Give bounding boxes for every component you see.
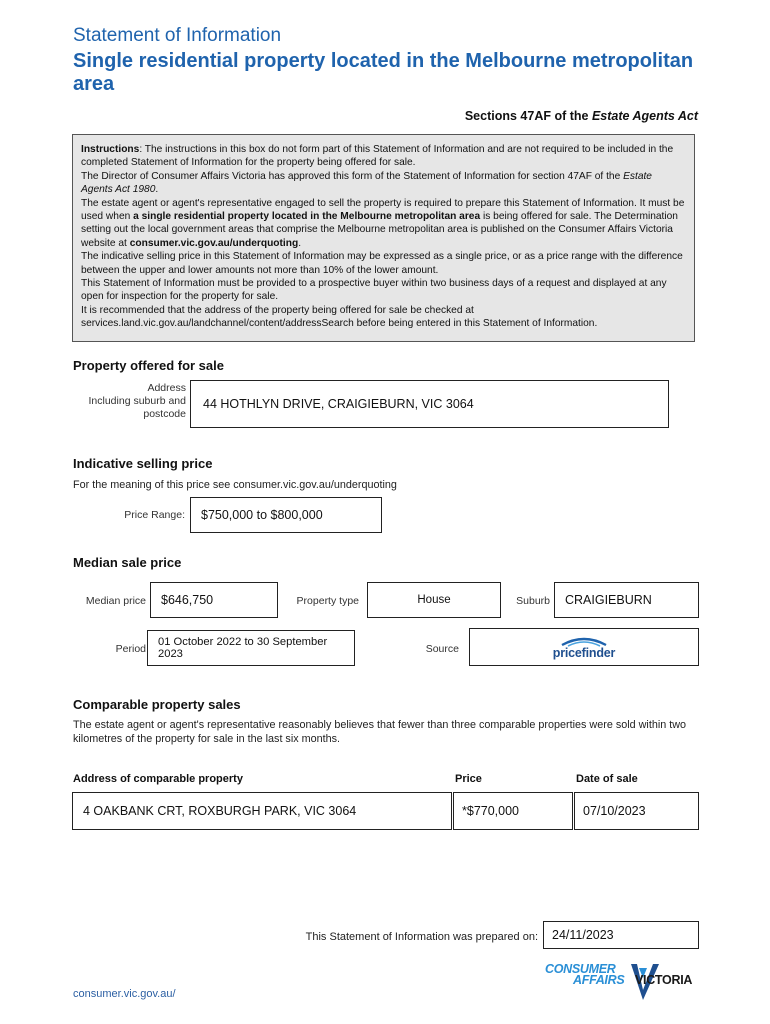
- property-type-field[interactable]: House: [367, 582, 501, 618]
- property-heading: Property offered for sale: [73, 358, 224, 373]
- period-label: Period: [115, 643, 146, 655]
- address-label-line-2: Including suburb and: [88, 395, 186, 407]
- source-label: Source: [425, 643, 459, 655]
- instructions-para-5: This Statement of Information must be provided to a prospective buyer within two business days of a request and displayed at any open for inspection for the property for sale.: [81, 278, 667, 303]
- document-title: Single residential property located in the Melbourne metropolitan area: [73, 50, 694, 95]
- address-label-line-1: Address: [147, 382, 186, 394]
- instructions-text-1: : The instructions in this box do not form part of this Statement of Information and are not required to be included in the completed Statement of Information for the property being offered for sale.: [81, 144, 674, 169]
- address-field[interactable]: 44 HOTHLYN DRIVE, CRAIGIEBURN, VIC 3064: [190, 380, 669, 428]
- source-field[interactable]: [469, 628, 699, 666]
- instructions-text-3c: .: [298, 237, 302, 249]
- pricefinder-wordmark: pricefinder: [552, 645, 616, 660]
- instructions-para-3: [81, 197, 686, 251]
- instructions-text-2b: .: [155, 184, 159, 196]
- median-heading: Median sale price: [73, 555, 182, 570]
- instructions-para-6: It is recommended that the address of the property being offered for sale be checked at services.land.vic.gov.au/landchannel/content/addressSearch before being entered in this Statement of Information.: [81, 304, 598, 330]
- instructions-text-2a: The Director of Consumer Affairs Victoria has approved this form of the Statement of Information for section 47AF of the: [81, 170, 624, 182]
- indicative-note: For the meaning of this price see consumer.vic.gov.au/underquoting: [73, 479, 397, 491]
- instructions-text-3a: The estate agent or agent's representative engaged to sell the property is required to prepare this Statement of Information. It must be used when: [81, 197, 685, 223]
- price-range-label: Price Range:: [124, 509, 185, 521]
- suburb-label: Suburb: [516, 595, 550, 607]
- instructions-para-4: The indicative selling price in this Statement of Information may be expressed as a single price, or as a price range with the difference between the upper and lower amounts not more than 10% of the lower amount.: [81, 251, 683, 276]
- comparable-date-field[interactable]: 07/10/2023: [574, 792, 699, 830]
- period-field[interactable]: 01 October 2022 to 30 September 2023: [147, 630, 355, 666]
- price-range-field[interactable]: $750,000 to $800,000: [190, 497, 382, 533]
- median-price-label: Median price: [85, 595, 146, 607]
- indicative-heading: Indicative selling price: [73, 456, 213, 471]
- comparable-price-field[interactable]: *$770,000: [453, 792, 573, 830]
- instructions-box: [72, 134, 695, 342]
- document-kicker: Statement of Information: [73, 25, 282, 46]
- comparable-address-field[interactable]: 4 OAKBANK CRT, ROXBURGH PARK, VIC 3064: [72, 792, 452, 830]
- sections-act: Estate Agents Act: [591, 109, 698, 123]
- comparable-heading: Comparable property sales: [73, 697, 241, 712]
- col-date-header: Date of sale: [576, 773, 638, 785]
- logo-line-consumer: CONSUMER: [545, 962, 616, 976]
- median-price-field[interactable]: $646,750: [150, 582, 278, 618]
- instructions-bold-3: a single residential property located in the Melbourne metropolitan area: [133, 211, 481, 223]
- instructions-para-1: [81, 143, 686, 170]
- logo-line-affairs: AFFAIRS: [573, 973, 625, 987]
- property-type-label: Property type: [296, 595, 359, 607]
- address-label: [60, 382, 186, 421]
- address-label-line-3: postcode: [143, 408, 186, 420]
- col-address-header: Address of comparable property: [73, 773, 243, 785]
- sections-prefix: Sections 47AF of the: [464, 109, 592, 123]
- comparable-note: The estate agent or agent's representative reasonably believes that fewer than three comparable properties were sold within two kilometres of the property for sale in the last six months.: [73, 719, 687, 745]
- col-price-header: Price: [455, 773, 482, 785]
- instructions-act-name: Estate Agents Act 1980: [81, 170, 652, 196]
- instructions-text-3b: is being offered for sale. The Determination setting out the local government areas that comprise the Melbourne metropolitan area is published on the Consumer Affairs Victoria website at: [81, 211, 678, 249]
- instructions-para-2: [81, 170, 686, 197]
- footer-url[interactable]: consumer.vic.gov.au/: [73, 988, 176, 1000]
- sections-reference: [465, 109, 698, 123]
- consumer-affairs-victoria-logo: [543, 960, 703, 1004]
- logo-line-victoria: VICTORIA: [635, 973, 693, 987]
- underquoting-link[interactable]: consumer.vic.gov.au/underquoting: [129, 237, 299, 249]
- instructions-label: Instructions: [81, 144, 140, 155]
- prepared-label: This Statement of Information was prepared on:: [305, 931, 538, 943]
- suburb-field[interactable]: CRAIGIEBURN: [554, 582, 699, 618]
- prepared-date-field[interactable]: 24/11/2023: [543, 921, 699, 949]
